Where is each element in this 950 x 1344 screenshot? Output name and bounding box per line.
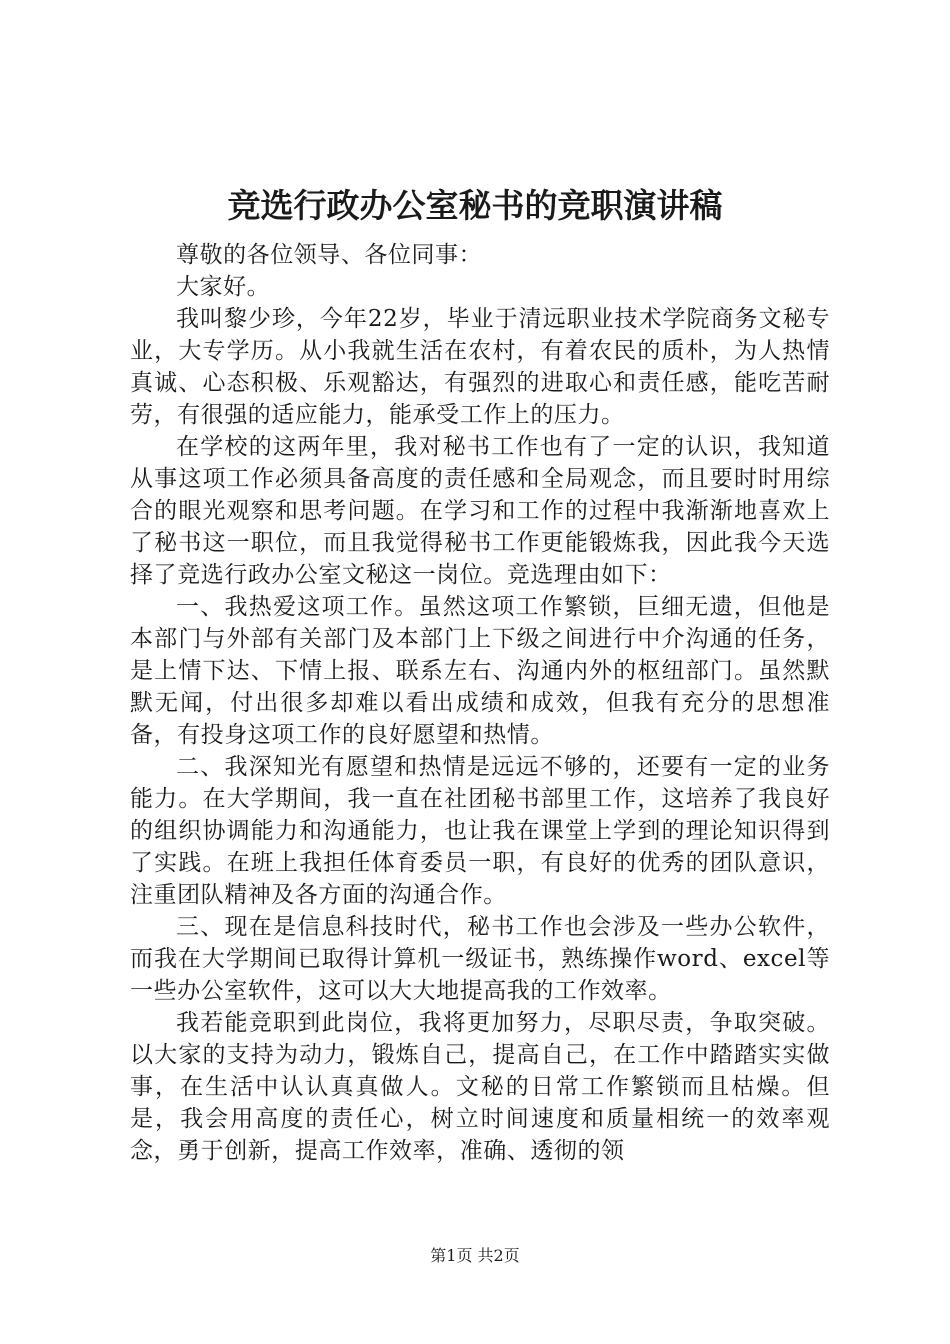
paragraph-reason-three: 三、现在是信息科技时代，秘书工作也会涉及一些办公软件，而我在大学期间已取得计算机一级证书，熟练操作word、excel等一些办公室软件，这可以大大地提高我的工作效率。 [130,914,830,1004]
paragraph-reason-one: 一、我热爱这项工作。虽然这项工作繁锁，巨细无遗，但他是本部门与外部有关部门及本部门上下级之间进行中介沟通的任务，是上情下达、下情上报、联系左右、沟通内外的枢纽部门。虽然默默无闻，付出很多却难以看出成绩和成效，但我有充分的思想准备，有投身这项工作的良好愿望和热情。 [130,594,830,748]
paragraph-motivation: 在学校的这两年里，我对秘书工作也有了一定的认识，我知道从事这项工作必须具备高度的责任感和全局观念，而且要时时用综合的眼光观察和思考问题。在学习和工作的过程中我渐渐地喜欢上了秘书这一职位，而且我觉得秘书工作更能锻炼我，因此我今天选择了竞选行政办公室文秘这一岗位。竞选理由如下： [130,434,830,588]
paragraph-salutation: 尊敬的各位领导、各位同事： [176,242,483,268]
paragraph-introduction: 我叫黎少珍，今年22岁，毕业于清远职业技术学院商务文秘专业，大专学历。从小我就生活在农村，有着农民的质朴，为人热情真诚、心态积极、乐观豁达，有强烈的进取心和责任感，能吃苦耐劳，有很强的适应能力，能承受工作上的压力。 [130,306,830,428]
paragraph-greeting: 大家好。 [176,274,271,300]
page-number-footer: 第1页 共2页 [430,1246,520,1265]
document-body [130,239,830,1167]
paragraph-reason-two: 二、我深知光有愿望和热情是远远不够的，还要有一定的业务能力。在大学期间，我一直在社团秘书部里工作，这培养了我良好的组织协调能力和沟通能力，也让我在课堂上学到的理论知识得到了实践。在班上我担任体育委员一职，有良好的优秀的团队意识，注重团队精神及各方面的沟通合作。 [130,754,830,908]
document-title: 竞选行政办公室秘书的竞职演讲稿 [227,186,723,225]
paragraph-commitment: 我若能竞职到此岗位，我将更加努力，尽职尽责，争取突破。以大家的支持为动力，锻炼自己，提高自己，在工作中踏踏实实做事，在生活中认认真真做人。文秘的日常工作繁锁而且枯燥。但是，我会用高度的责任心，树立时间速度和质量相统一的效率观念，勇于创新，提高工作效率，准确、透彻的领 [130,1010,830,1164]
